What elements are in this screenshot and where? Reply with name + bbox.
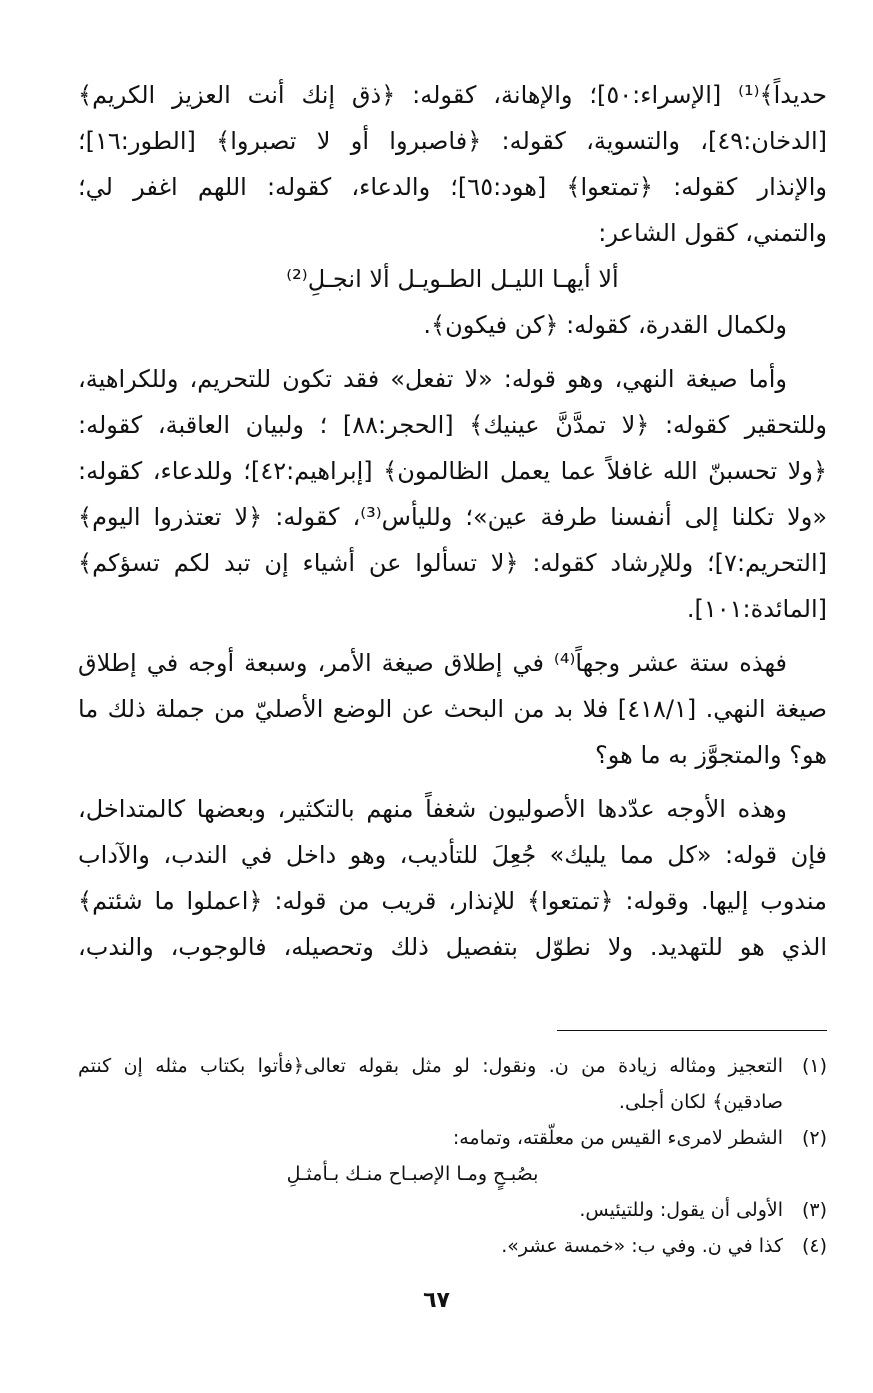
footnote-3 bbox=[78, 1192, 827, 1228]
body-line: والتمني، كقول الشاعر: bbox=[598, 219, 827, 247]
footnote-divider bbox=[557, 1030, 827, 1031]
footnote-4 bbox=[78, 1228, 827, 1264]
body-line: حديداً﴾⁽¹⁾ [الإسراء:٥٠]؛ والإهانة، كقوله: ﴿ذق إنك أنت العزيز الكريم﴾ bbox=[78, 81, 827, 109]
body-line: فإن قوله: «كل مما يليك» جُعِلَ للتأديب، وهو داخل في الندب، والآداب bbox=[78, 841, 827, 869]
body-line: «ولا تكلنا إلى أنفسنا طرفة عين»؛ ولليأس⁽³⁾، كقوله: ﴿لا تعتذروا اليوم﴾ bbox=[78, 503, 827, 531]
paragraph-start-line: وهذه الأوجه عدّدها الأصوليون شغفاً منهم بالتكثير، وبعضها كالمتداخل، bbox=[78, 795, 787, 823]
footnotes bbox=[78, 1048, 827, 1264]
footnote-text: كذا في ن. وفي ب: «خمسة عشر». bbox=[501, 1235, 783, 1257]
paragraph-start-line: وأما صيغة النهي، وهو قوله: «لا تفعل» فقد تكون للتحريم، وللكراهية، bbox=[78, 365, 787, 393]
footnote-number: (٣) bbox=[801, 1199, 827, 1221]
body-line: هو؟ والمتجوَّز به ما هو؟ bbox=[595, 741, 827, 769]
footnote-2 bbox=[78, 1120, 827, 1156]
page-number: ٦٧ bbox=[423, 1288, 450, 1313]
body-line: وللتحقير كقوله: ﴿لا تمدَّنَّ عينيك﴾ [الحجر:٨٨] ؛ ولبيان العاقبة، كقوله: bbox=[78, 411, 827, 439]
footnote-text: الشطر لامرىء القيس من معلّقته، وتمامه: bbox=[452, 1127, 783, 1149]
footnote-text: الأولى أن يقول: وللتيئيس. bbox=[579, 1199, 783, 1221]
footnote-number: (٤) bbox=[801, 1235, 827, 1257]
footnote-verse: بصُبـحٍ ومـا الإصبـاح منـك بـأمثـلِ bbox=[286, 1163, 539, 1185]
body-line: صيغة النهي. [٤١٨/١] فلا بد من البحث عن الوضع الأصليّ من جملة ذلك ما bbox=[78, 695, 827, 723]
body-line: ولكمال القدرة، كقوله: ﴿كن فيكون﴾. bbox=[423, 311, 787, 339]
footnote-text: التعجيز ومثاله زيادة من ن. ونقول: لو مثل بقوله تعالى﴿فأتوا بكتاب مثله إن كنتم bbox=[78, 1055, 783, 1077]
poetry-verse: ألا أيهـا الليـل الطـويـل ألا انجـلِ⁽²⁾ bbox=[286, 265, 619, 293]
footnote-text: صادقين﴾ لكان أجلى. bbox=[618, 1091, 783, 1113]
body-line: [التحريم:٧]؛ وللإرشاد كقوله: ﴿لا تسألوا عن أشياء إن تبد لكم تسؤكم﴾ bbox=[78, 549, 827, 577]
body-line: والإنذار كقوله: ﴿تمتعوا﴾ [هود:٦٥]؛ والدعاء، كقوله: اللهم اغفر لي؛ bbox=[78, 173, 827, 201]
footnote-number: (٢) bbox=[801, 1127, 827, 1149]
body-line: مندوب إليها. وقوله: ﴿تمتعوا﴾ للإنذار، قريب من قوله: ﴿اعملوا ما شئتم﴾ bbox=[78, 887, 827, 915]
footnote-1 bbox=[78, 1048, 827, 1084]
body-line: ﴿ولا تحسبنّ الله غافلاً عما يعمل الظالمون﴾ [إبراهيم:٤٢]؛ وللدعاء، كقوله: bbox=[78, 457, 827, 485]
body-line: الذي هو للتهديد. ولا نطوّل بتفصيل ذلك وتحصيله، فالوجوب، والندب، bbox=[78, 933, 827, 961]
body-line: [الدخان:٤٩]، والتسوية، كقوله: ﴿فاصبروا أو لا تصبروا﴾ [الطور:١٦]؛ bbox=[78, 127, 827, 155]
paragraph-start-line: فهذه ستة عشر وجهاً⁽⁴⁾ في إطلاق صيغة الأمر، وسبعة أوجه في إطلاق bbox=[78, 649, 788, 677]
body-line: [المائدة:١٠١]. bbox=[686, 595, 827, 623]
footnote-number: (١) bbox=[801, 1055, 827, 1077]
